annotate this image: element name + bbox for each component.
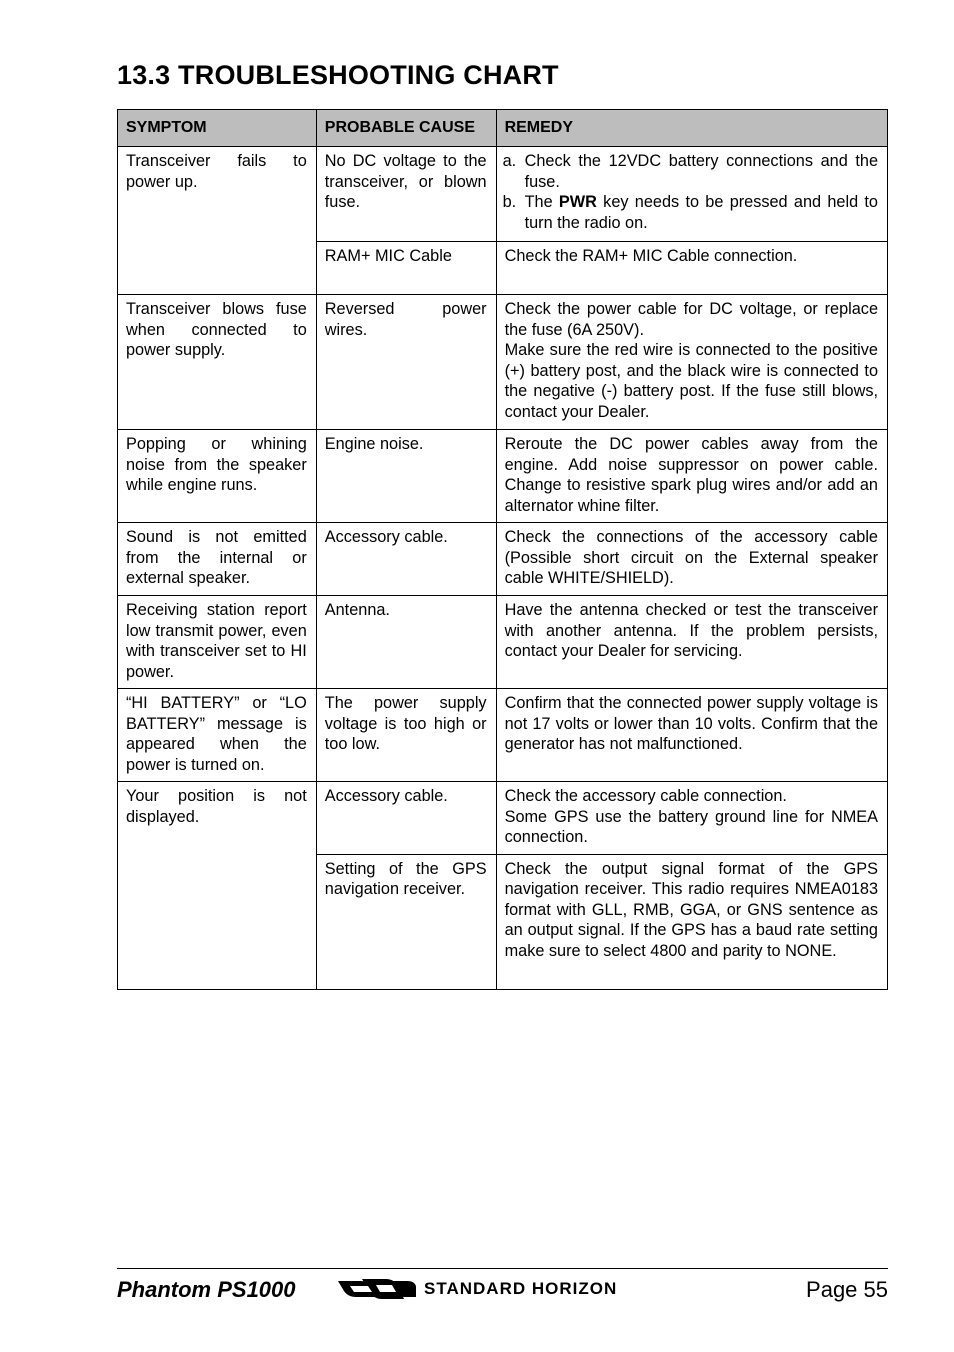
remedy-line: Make sure the red wire is connected to the positive (+) battery post, and the black wire is connected to the negative (-) battery post. If the fuse still blows, contact your Dealer. <box>504 341 878 421</box>
header-symptom: SYMPTOM <box>118 110 317 147</box>
cause-cell: RAM+ MIC Cable <box>316 242 496 295</box>
remedy-cell: Have the antenna checked or test the transceiver with another antenna. If the problem persists, contact your Dealer for servicing. <box>496 596 887 689</box>
remedy-line: Check the power cable for DC voltage, or replace the fuse (6A 250V). <box>504 300 878 339</box>
cause-cell: Engine noise. <box>316 430 496 523</box>
footer-divider <box>117 1268 888 1269</box>
remedy-line: Check the accessory cable connection. <box>504 787 787 805</box>
cause-cell: Accessory cable. <box>316 782 496 855</box>
remedy-cell: Check the connections of the accessory cable (Possible short circuit on the External speaker cable WHITE/SHIELD). <box>496 523 887 596</box>
table-row <box>118 689 888 782</box>
remedy-text-pre: The <box>524 193 559 211</box>
header-remedy: REMEDY <box>496 110 887 147</box>
brand-logo <box>338 1276 617 1302</box>
remedy-cell <box>496 782 887 855</box>
model-name: Phantom PS1000 <box>117 1277 296 1302</box>
symptom-cell: Receiving station report low transmit power, even with transceiver set to HI power. <box>118 596 317 689</box>
remedy-cell: Confirm that the connected power supply voltage is not 17 volts or lower than 10 volts. Confirm that the generator has not malfunctioned. <box>496 689 887 782</box>
cause-cell: Reversed power wires. <box>316 295 496 430</box>
header-probable-cause: PROBABLE CAUSE <box>316 110 496 147</box>
symptom-cell: Transceiver blows fuse when connected to power supply. <box>118 295 317 430</box>
remedy-cell: Check the output signal format of the GPS navigation receiver. This radio requires NMEA0183 format with GLL, RMB, GGA, or GNS sentence as an output signal. If the GPS has a baud rate setting make sure to select 4800 and parity to NONE. <box>496 854 887 989</box>
brand-name: STANDARD HORIZON <box>424 1279 618 1298</box>
symptom-cell: Transceiver fails to power up. <box>118 147 317 295</box>
cause-cell: The power supply voltage is too high or too low. <box>316 689 496 782</box>
remedy-text-post: key needs to be pressed and held to turn the radio on. <box>524 193 878 232</box>
section-title: 13.3 TROUBLESHOOTING CHART <box>117 60 559 90</box>
remedy-cell <box>496 147 887 242</box>
cause-cell: Antenna. <box>316 596 496 689</box>
remedy-item-b <box>503 192 878 233</box>
page-number: Page 55 <box>806 1277 888 1302</box>
remedy-letter: b. <box>502 193 517 211</box>
troubleshooting-table <box>117 109 888 990</box>
cause-cell: Accessory cable. <box>316 523 496 596</box>
pwr-key-label: PWR <box>558 193 597 211</box>
remedy-text: Check the 12VDC battery connections and the fuse. <box>524 152 878 191</box>
cause-cell: No DC voltage to the transceiver, or blown fuse. <box>316 147 496 242</box>
remedy-text <box>525 192 878 233</box>
table-header-row <box>118 110 888 147</box>
table-row <box>118 782 888 855</box>
symptom-cell: “HI BATTERY” or “LO BATTERY” message is appeared when the power is turned on. <box>118 689 317 782</box>
remedy-line: Some GPS use the battery ground line for NMEA connection. <box>504 807 878 846</box>
table-row <box>118 430 888 523</box>
remedy-cell: Check the RAM+ MIC Cable connection. <box>496 242 887 295</box>
symptom-cell: Your position is not displayed. <box>118 782 317 990</box>
remedy-letter: a. <box>502 152 517 170</box>
table-row <box>118 523 888 596</box>
table-row <box>118 147 888 242</box>
table-row <box>118 295 888 430</box>
remedy-cell: Reroute the DC power cables away from the engine. Add noise suppressor on power cable. Change to resistive spark plug wires and/or add an alternator whine filter. <box>496 430 887 523</box>
remedy-cell <box>496 295 887 430</box>
cause-cell: Setting of the GPS navigation receiver. <box>316 854 496 989</box>
symptom-cell: Popping or whining noise from the speaker while engine runs. <box>118 430 317 523</box>
symptom-cell: Sound is not emitted from the internal or external speaker. <box>118 523 317 596</box>
standard-horizon-wave-icon <box>338 1277 416 1301</box>
table-row <box>118 596 888 689</box>
remedy-item-a <box>503 151 878 192</box>
